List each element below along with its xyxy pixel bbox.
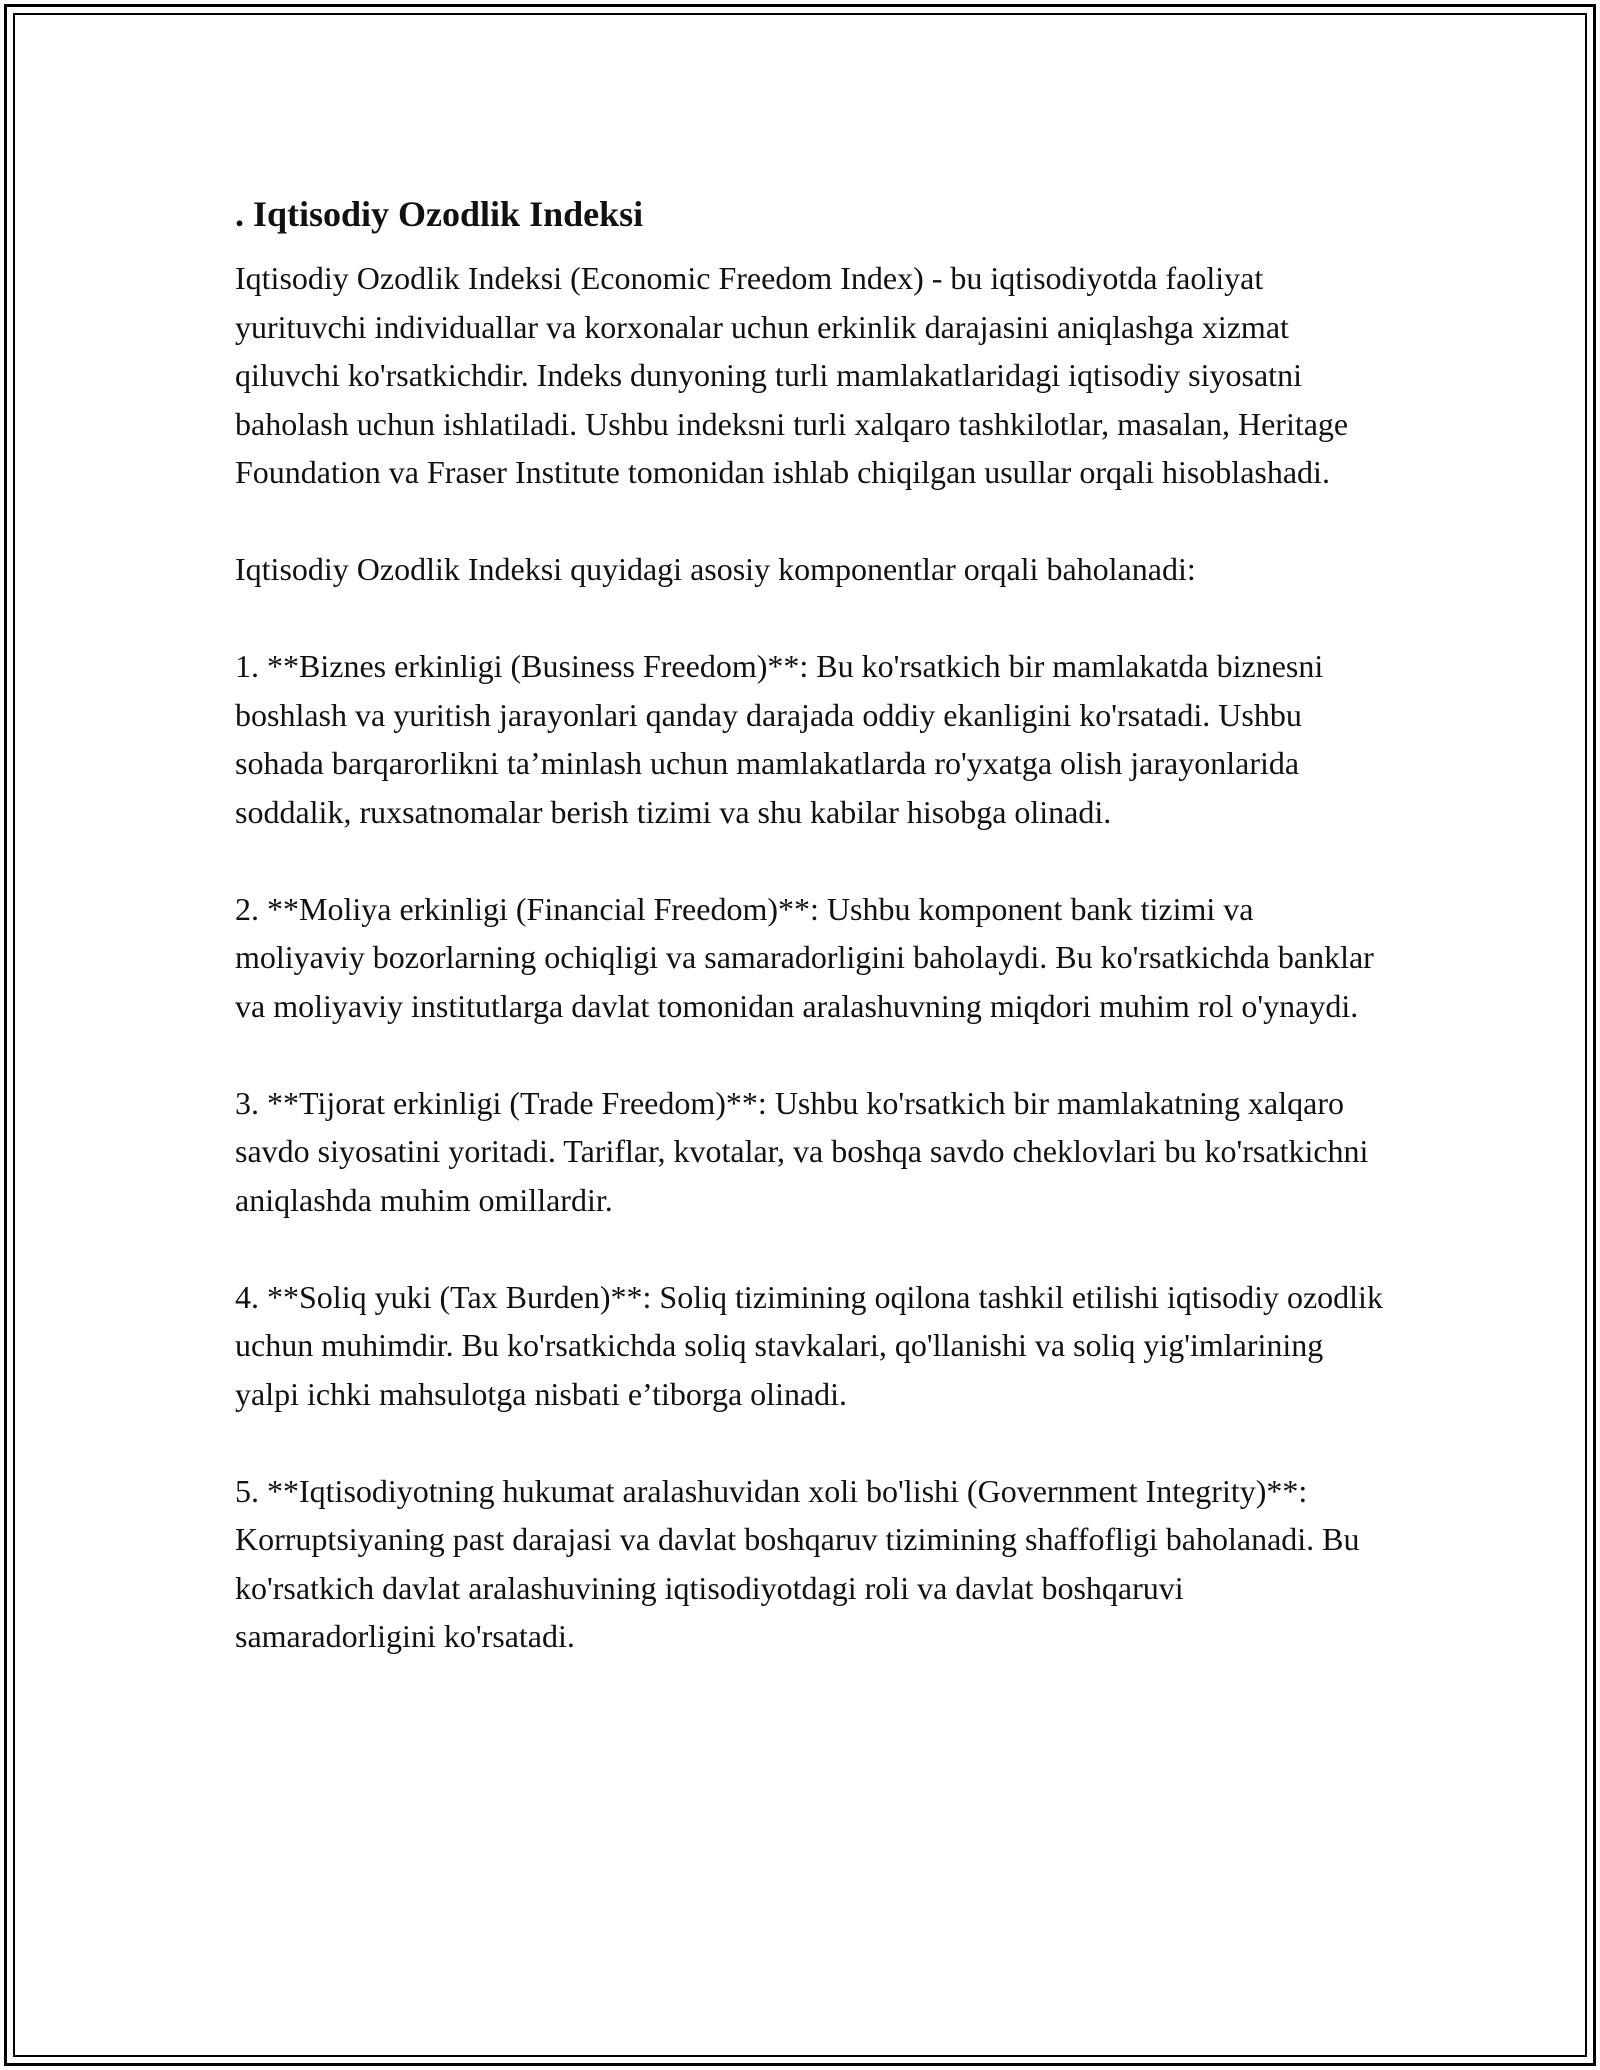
intro-paragraph: Iqtisodiy Ozodlik Indeksi (Economic Freedom Index) - bu iqtisodiyotda faoliyat yurituvchi individuallar va korxonalar uchun erkinlik darajasini aniqlashga xizmat qiluvchi ko'rsatkichdir. Indeks dunyoning turli mamlakatlaridagi iqtisodiy siyosatni baholash uchun ishlatiladi. Ushbu indeksni turli xalqaro tashkilotlar, masalan, Heritage Foundation va Fraser Institute tomonidan ishlab chiqilgan usullar orqali hisoblashadi. — [235, 260, 1349, 490]
list-item-trade-freedom: 3. **Tijorat erkinligi (Trade Freedom)**: Ushbu ko'rsatkich bir mamlakatning xalqaro savdo siyosatini yoritadi. Tariflar, kvotalar, va boshqa savdo cheklovlari bu ko'rsatkichni aniqlashda muhim omillardir. — [235, 1084, 1369, 1218]
document-body — [235, 190, 1385, 1709]
list-item-business-freedom: 1. **Biznes erkinligi (Business Freedom)**: Bu ko'rsatkich bir mamlakatda biznesni boshlash va yuritish jarayonlari qanday darajada oddiy ekanligini ko'rsatadi. Ushbu sohada barqarorlikni ta’minlash uchun mamlakatlarda ro'yxatga olish jarayonlarida soddalik, ruxsatnomalar berish tizimi va shu kabilar hisobga olinadi. — [235, 648, 1324, 830]
list-item-government-integrity: 5. **Iqtisodiyotning hukumat aralashuvidan xoli bo'lishi (Government Integrity)**: Korruptsiyaning past darajasi va davlat boshqaruv tizimining shaffofligi baholanadi. Bu ko'rsatkich davlat aralashuvining iqtisodiyotdagi roli va davlat boshqaruvi samaradorligini ko'rsatadi. — [235, 1472, 1360, 1654]
components-lead-paragraph: Iqtisodiy Ozodlik Indeksi quyidagi asosiy komponentlar orqali baholanadi: — [235, 551, 1196, 587]
list-item-tax-burden: 4. **Soliq yuki (Tax Burden)**: Soliq tizimining oqilona tashkil etilishi iqtisodiy ozodlik uchun muhimdir. Bu ko'rsatkichda soliq stavkalari, qo'llanishi va soliq yig'imlarining yalpi ichki mahsulotga nisbati e’tiborga olinadi. — [235, 1278, 1383, 1412]
document-title: . Iqtisodiy Ozodlik Indeksi — [235, 194, 644, 234]
list-item-financial-freedom: 2. **Moliya erkinligi (Financial Freedom)**: Ushbu komponent bank tizimi va moliyaviy bozorlarning ochiqligi va samaradorligini baholaydi. Bu ko'rsatkichda banklar va moliyaviy institutlarga davlat tomonidan aralashuvning miqdori muhim rol o'ynaydi. — [235, 890, 1374, 1024]
